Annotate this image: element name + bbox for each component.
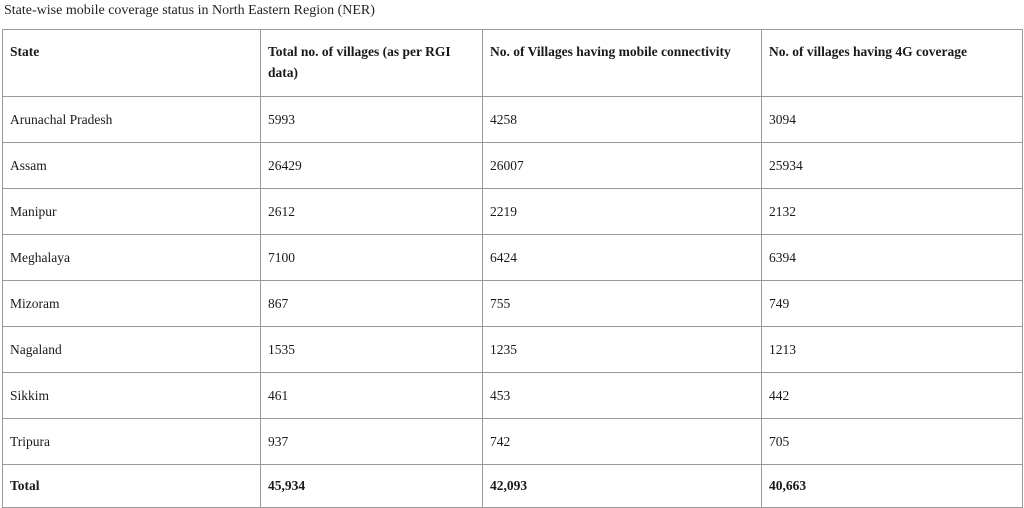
4g-coverage-cell: 1213 [762, 327, 1023, 373]
state-cell: Manipur [3, 189, 261, 235]
mobile-connectivity-cell: 26007 [483, 143, 762, 189]
mobile-connectivity-cell: 6424 [483, 235, 762, 281]
header-row [3, 30, 1023, 97]
4g-coverage-cell: 6394 [762, 235, 1023, 281]
4g-coverage-cell: 2132 [762, 189, 1023, 235]
mobile-connectivity-cell: 1235 [483, 327, 762, 373]
state-cell: Nagaland [3, 327, 261, 373]
header-total-villages: Total no. of villages (as per RGI data) [261, 30, 483, 97]
total-villages-cell: 26429 [261, 143, 483, 189]
mobile-connectivity-cell: 453 [483, 373, 762, 419]
table-row [3, 143, 1023, 189]
total-villages-cell: 937 [261, 419, 483, 465]
mobile-connectivity-cell: 755 [483, 281, 762, 327]
state-cell: Meghalaya [3, 235, 261, 281]
table-row [3, 281, 1023, 327]
state-cell: Assam [3, 143, 261, 189]
total-villages-cell: 5993 [261, 97, 483, 143]
4g-coverage-cell: 705 [762, 419, 1023, 465]
total-villages-cell: 867 [261, 281, 483, 327]
coverage-table [2, 29, 1023, 508]
4g-coverage-cell: 749 [762, 281, 1023, 327]
total-label-cell: Total [3, 465, 261, 508]
state-cell: Mizoram [3, 281, 261, 327]
mobile-connectivity-cell: 742 [483, 419, 762, 465]
state-cell: Tripura [3, 419, 261, 465]
header-4g-coverage: No. of villages having 4G coverage [762, 30, 1023, 97]
4g-coverage-cell: 442 [762, 373, 1023, 419]
state-cell: Sikkim [3, 373, 261, 419]
total-row [3, 465, 1023, 508]
header-state: State [3, 30, 261, 97]
mobile-connectivity-sum-cell: 42,093 [483, 465, 762, 508]
table-row [3, 97, 1023, 143]
table-row [3, 189, 1023, 235]
total-villages-cell: 1535 [261, 327, 483, 373]
4g-coverage-cell: 3094 [762, 97, 1023, 143]
table-row [3, 373, 1023, 419]
total-villages-cell: 7100 [261, 235, 483, 281]
table-caption: State-wise mobile coverage status in North Eastern Region (NER) [4, 3, 375, 18]
state-cell: Arunachal Pradesh [3, 97, 261, 143]
total-villages-cell: 461 [261, 373, 483, 419]
table-row [3, 235, 1023, 281]
table-row [3, 327, 1023, 373]
4g-coverage-sum-cell: 40,663 [762, 465, 1023, 508]
mobile-connectivity-cell: 4258 [483, 97, 762, 143]
total-villages-cell: 2612 [261, 189, 483, 235]
4g-coverage-cell: 25934 [762, 143, 1023, 189]
mobile-connectivity-cell: 2219 [483, 189, 762, 235]
header-mobile-connectivity: No. of Villages having mobile connectivity [483, 30, 762, 97]
total-villages-sum-cell: 45,934 [261, 465, 483, 508]
table-row [3, 419, 1023, 465]
